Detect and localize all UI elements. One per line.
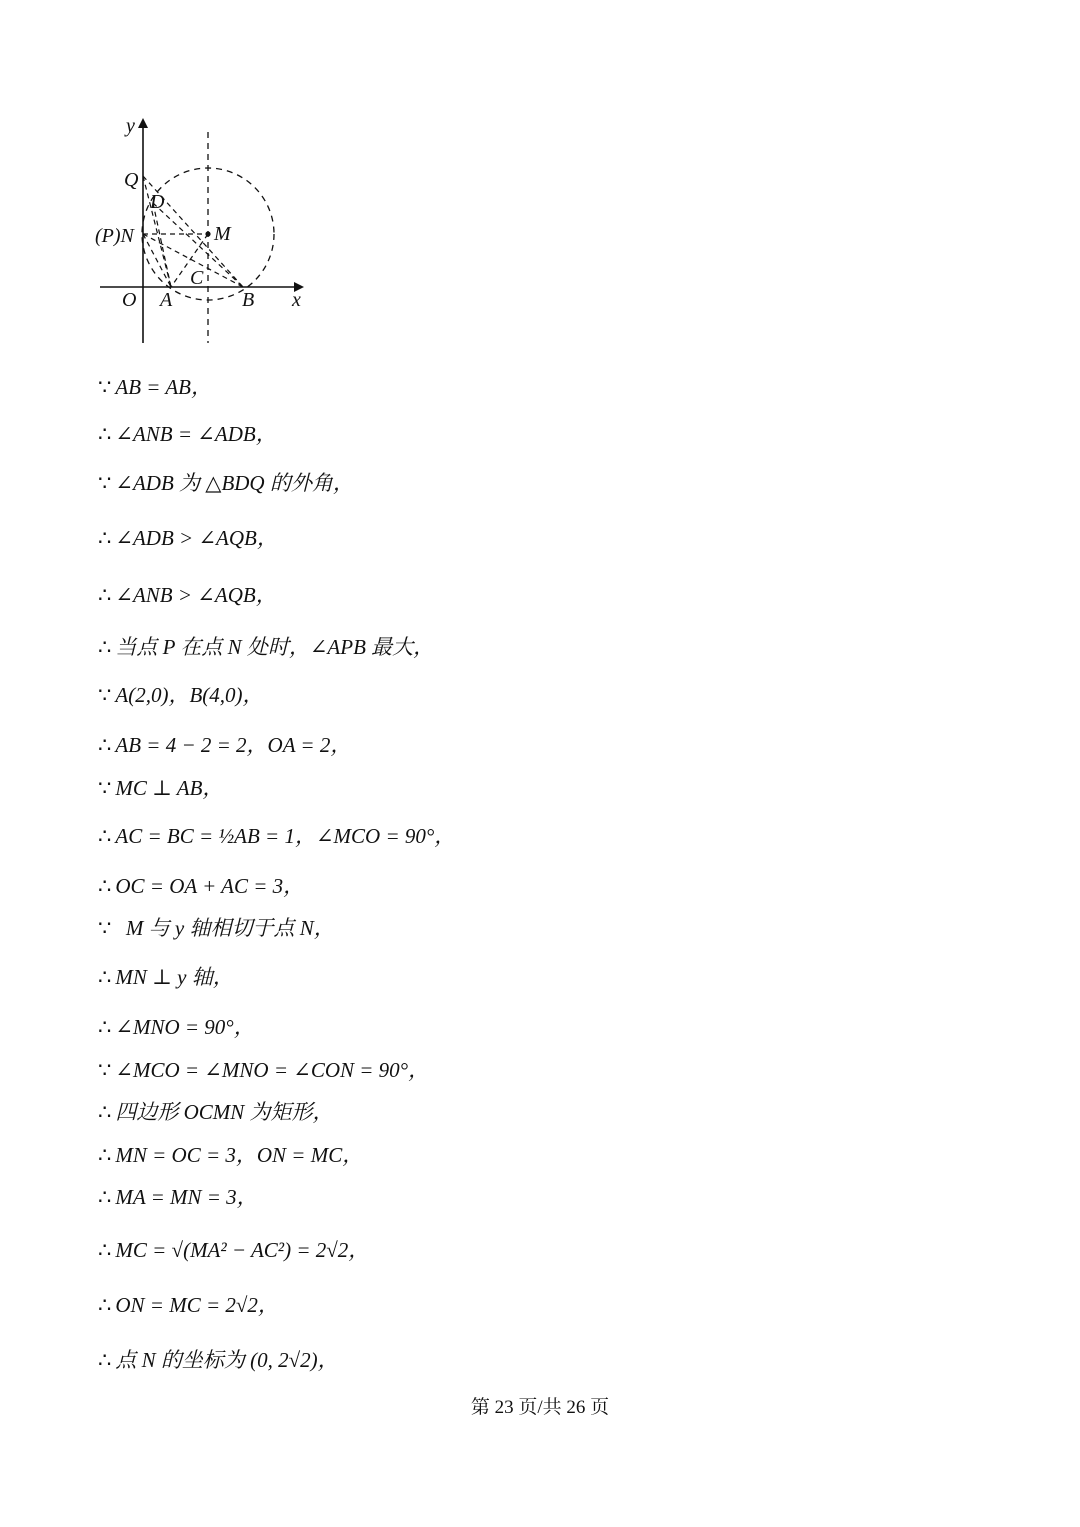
line-text: MA = MN = 3， [115, 1185, 258, 1209]
solution-line [98, 468, 354, 498]
because-symbol: ∵ [98, 471, 112, 495]
solution-line [98, 1012, 255, 1042]
line-text: ON = MC = 2√2， [115, 1293, 279, 1317]
solution-line [98, 1097, 334, 1127]
label-o: O [122, 289, 137, 311]
label-b: B [242, 289, 255, 311]
line-text: AC = BC = ½AB = 1，∠MCO = 90°， [115, 824, 456, 848]
line-text: 四边形 OCMN 为矩形， [115, 1100, 334, 1124]
therefore-symbol: ∴ [98, 824, 112, 848]
solution-line [98, 871, 304, 901]
solution-line [98, 1182, 258, 1212]
because-symbol: ∵ [98, 375, 112, 399]
line-text: ∠ANB = ∠ADB， [115, 422, 277, 446]
label-x: x [292, 289, 301, 311]
therefore-symbol: ∴ [98, 1100, 112, 1124]
solution-line [98, 1235, 369, 1265]
line-text: 点 N 的坐标为 (0, 2√2)， [115, 1348, 339, 1372]
line-text: ∠MNO = 90°， [115, 1015, 255, 1039]
line-text: AB = AB， [115, 375, 212, 399]
because-symbol: ∵ [98, 1058, 112, 1082]
solution-line [98, 913, 335, 943]
line-text: ∠MCO = ∠MNO = ∠CON = 90°， [115, 1058, 430, 1082]
therefore-symbol: ∴ [98, 526, 112, 550]
geometry-figure [90, 110, 320, 350]
therefore-symbol: ∴ [98, 1293, 112, 1317]
y-axis-arrow [138, 118, 148, 128]
label-y: y [126, 115, 135, 137]
label-m: M [214, 223, 231, 245]
figure-svg [90, 110, 320, 350]
solution-line [98, 419, 277, 449]
solution-line [98, 1055, 429, 1085]
solution-line [98, 580, 277, 610]
line-text: MC = √(MA² − AC²) = 2√2， [115, 1238, 370, 1262]
solution-line [98, 773, 223, 803]
line-text: ∠ANB > ∠AQB， [115, 583, 277, 607]
label-a: A [160, 289, 173, 311]
segment-da [153, 203, 171, 287]
line-text: OC = OA + AC = 3， [115, 874, 305, 898]
label-c: C [190, 267, 204, 289]
therefore-symbol: ∴ [98, 1185, 112, 1209]
solution-line [98, 632, 434, 662]
because-symbol: ∵ [98, 916, 112, 940]
therefore-symbol: ∴ [98, 1143, 112, 1167]
therefore-symbol: ∴ [98, 1238, 112, 1262]
solution-line [98, 523, 278, 553]
line-text: MN = OC = 3，ON = MC， [115, 1143, 364, 1167]
line-text: MC ⊥ AB， [115, 776, 224, 800]
label-q: Q [124, 169, 139, 191]
solution-line [98, 372, 212, 402]
solution-line [98, 962, 234, 992]
therefore-symbol: ∴ [98, 874, 112, 898]
therefore-symbol: ∴ [98, 635, 112, 659]
line-text: A(2,0)，B(4,0)， [115, 683, 264, 707]
therefore-symbol: ∴ [98, 583, 112, 607]
solution-line [98, 680, 264, 710]
solution-line [98, 730, 351, 760]
point-m [205, 231, 210, 236]
line-text: ∠ADB 为 △BDQ 的外角， [115, 471, 354, 495]
therefore-symbol: ∴ [98, 965, 112, 989]
therefore-symbol: ∴ [98, 1348, 112, 1372]
line-text: ∠ADB > ∠AQB， [115, 526, 278, 550]
line-text: AB = 4 − 2 = 2，OA = 2， [115, 733, 352, 757]
because-symbol: ∵ [98, 776, 112, 800]
solution-line [98, 821, 455, 851]
solution-line [98, 1345, 339, 1375]
line-text: 当点 P 在点 N 处时，∠APB 最大， [115, 635, 435, 659]
therefore-symbol: ∴ [98, 422, 112, 446]
label-pn: (P)N [95, 225, 134, 247]
therefore-symbol: ∴ [98, 733, 112, 757]
page-footer: 第 23 页/共 26 页 [470, 1397, 610, 1418]
because-symbol: ∵ [98, 683, 112, 707]
label-d: D [150, 191, 165, 213]
line-text: MN ⊥ y 轴， [115, 965, 234, 989]
solution-line [98, 1140, 363, 1170]
line-text: M 与 y 轴相切于点 N， [115, 916, 335, 940]
therefore-symbol: ∴ [98, 1015, 112, 1039]
solution-line [98, 1290, 279, 1320]
